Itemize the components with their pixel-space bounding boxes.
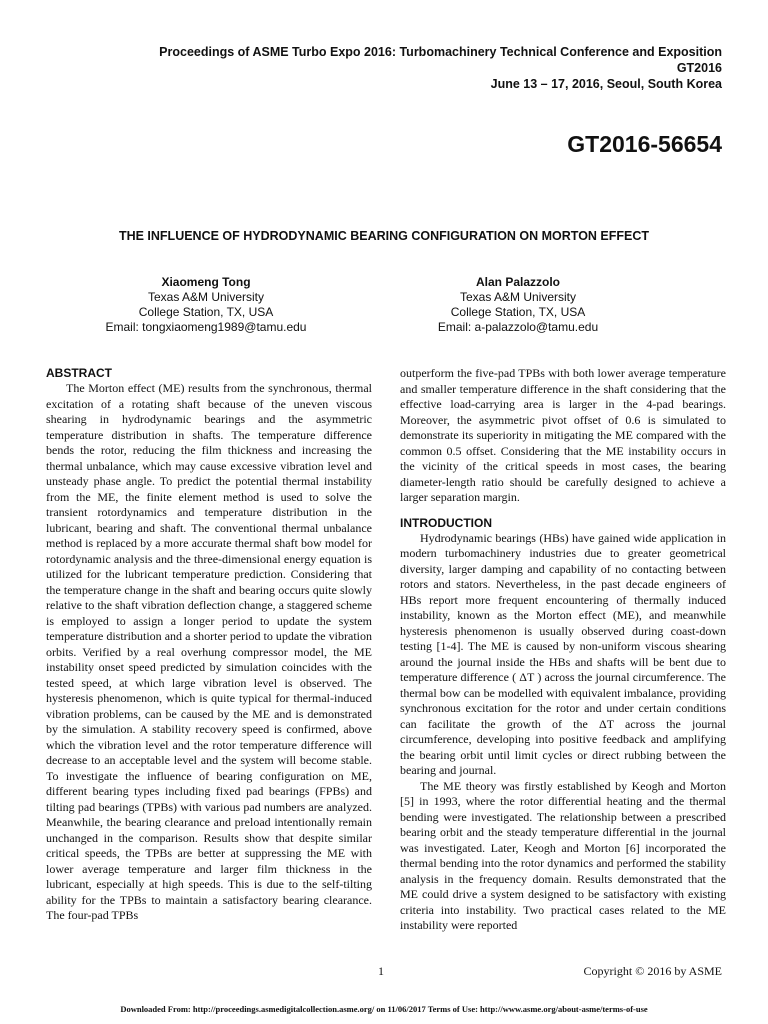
introduction-paragraph-1: Hydrodynamic bearings (HBs) have gained wide application in modern turbomachinery industries due to greater geometrical diversity, larger damping and capability of no contacting between rotors and stators. Nevertheless, in the past decade engineers of HBs report more frequent encountering of thermally induced instability, known as the Morton effect (ME), and meanwhile hysteresis phenomenon is usually observed during coast-down testing [1-4]. The ME is caused by non-uniform viscous shearing around the journal inside the HBs and shafts will be bent due to temperature difference ( ΔT ) across the journal circumference. The thermal bow can be modelled with equivalent imbalance, providing synchronous excitation for the rotor and under certain conditions can facilitate the growth of the ΔT across the journal circumference, developing into positive feedback and amplifying the bearing orbit until limit cycles or direct rubbing between the bearing and journal. — [400, 530, 726, 777]
paper-title: THE INFLUENCE OF HYDRODYNAMIC BEARING CONFIGURATION ON MORTON EFFECT — [118, 229, 650, 243]
author-affiliation: Texas A&M University — [459, 290, 577, 304]
author-block-1 — [56, 275, 356, 335]
abstract-heading: ABSTRACT — [46, 366, 112, 380]
abstract-continuation: outperform the five-pad TPBs with both lower average temperature and smaller temperature difference in the shaft considering that the effective load-carrying area is larger in the 4-pad bearings. Moreover, the asymmetric pivot offset of 0.6 is simulated to demonstrate its superiority in mitigating the ME compared with the common 0.5 offset. Considering that the ME instability occurs in the vicinity of the critical speeds in most cases, the bearing diameter-length ratio should be carefully designed to achieve a larger separation margin. — [400, 366, 726, 504]
right-column — [400, 366, 726, 934]
copyright-notice: Copyright © 2016 by ASME — [583, 964, 722, 978]
download-footer: Downloaded From: http://proceedings.asmedigitalcollection.asme.org/ on 11/06/2017 Terms of Use: http://www.asme.org/about-asme/terms-of-use — [120, 1004, 648, 1014]
author-name: Alan Palazzolo — [475, 275, 561, 289]
paper-number: GT2016-56654 — [567, 131, 722, 157]
abstract-paragraph: The Morton effect (ME) results from the synchronous, thermal excitation of a rotating shaft because of the uneven viscous shearing in hydrodynamic bearings and the asymmetric temperature distribution in shafts. The temperature difference bends the rotor, reducing the film thickness and increasing the thermal unbalance, which may cause excessive vibration level and unsteady phase angle. To predict the potential thermal instability from the ME, the finite element method is used to solve the transient rotordynamics and temperature distribution in the lubricant, bearing and shaft. The conventional thermal unbalance method is replaced by a more accurate thermal shaft bow model for rotordynamic analysis and the three-dimensional energy equation is utilized for the lubricant temperature prediction. Considering that the temperature change in the shaft and bearing occurs quite slowly relative to the shaft vibration deflection change, a staggered scheme is employed to assign a longer period to update the system temperature distribution and a shorter period to update the vibration orbits. Verified by a real overhung compressor model, the ME instability onset speed predicted by simulation coincides with the tested speed, at which large vibration level is observed. The hysteresis phenomenon, which is quite typical for thermal-induced vibration problems, can be caused by the ME and is demonstrated by the simulation. A stability recovery speed is confirmed, above which the vibration level and the rotor temperature difference will decrease to an acceptable level and the system will become stable. To investigate the influence of bearing configuration on ME, different bearing types including fixed pad bearings (FPBs) and tilting pad bearings (TPBs) with various pad numbers are analyzed. Meanwhile, the bearing clearance and preload intentionally remain unchanged in the comparison. Results show that despite similar critical speeds, the TPBs are better at suppressing the ME with lower average temperature and larger film thickness in the lubricant, especially at high speeds. This is due to the self-tilting ability for the TPBs to maintain a satisfactory bearing clearance. The four-pad TPBs — [46, 381, 372, 922]
author-affiliation: Texas A&M University — [147, 290, 265, 304]
left-column — [46, 366, 372, 924]
author-email: Email: a-palazzolo@tamu.edu — [437, 320, 599, 334]
conference-name: Proceedings of ASME Turbo Expo 2016: Turbomachinery Technical Conference and Exposition — [159, 45, 722, 59]
page-number: 1 — [378, 964, 384, 978]
introduction-heading: INTRODUCTION — [400, 515, 492, 530]
author-location: College Station, TX, USA — [138, 305, 274, 319]
author-location: College Station, TX, USA — [450, 305, 586, 319]
author-name: Xiaomeng Tong — [161, 275, 251, 289]
conference-header — [82, 44, 722, 92]
conference-code: GT2016 — [676, 61, 722, 75]
introduction-paragraph-2: The ME theory was firstly established by Keogh and Morton [5] in 1993, where the rotor differential heating and the thermal bending were investigated. The relationship between a prescribed bearing orbit and the steady temperature differential in the journal was investigated. Later, Keogh and Morton [6] incorporated the thermal bending into the rotor dynamics and performed the stability analysis in the frequency domain. Results demonstrated that the ME could drive a system designed to be satisfactory with existing criteria into instability. Two practical cases related to the ME instability were reported — [400, 778, 726, 932]
author-email: Email: tongxiaomeng1989@tamu.edu — [105, 320, 307, 334]
conference-dates-location: June 13 – 17, 2016, Seoul, South Korea — [490, 77, 722, 91]
author-block-2 — [368, 275, 668, 335]
